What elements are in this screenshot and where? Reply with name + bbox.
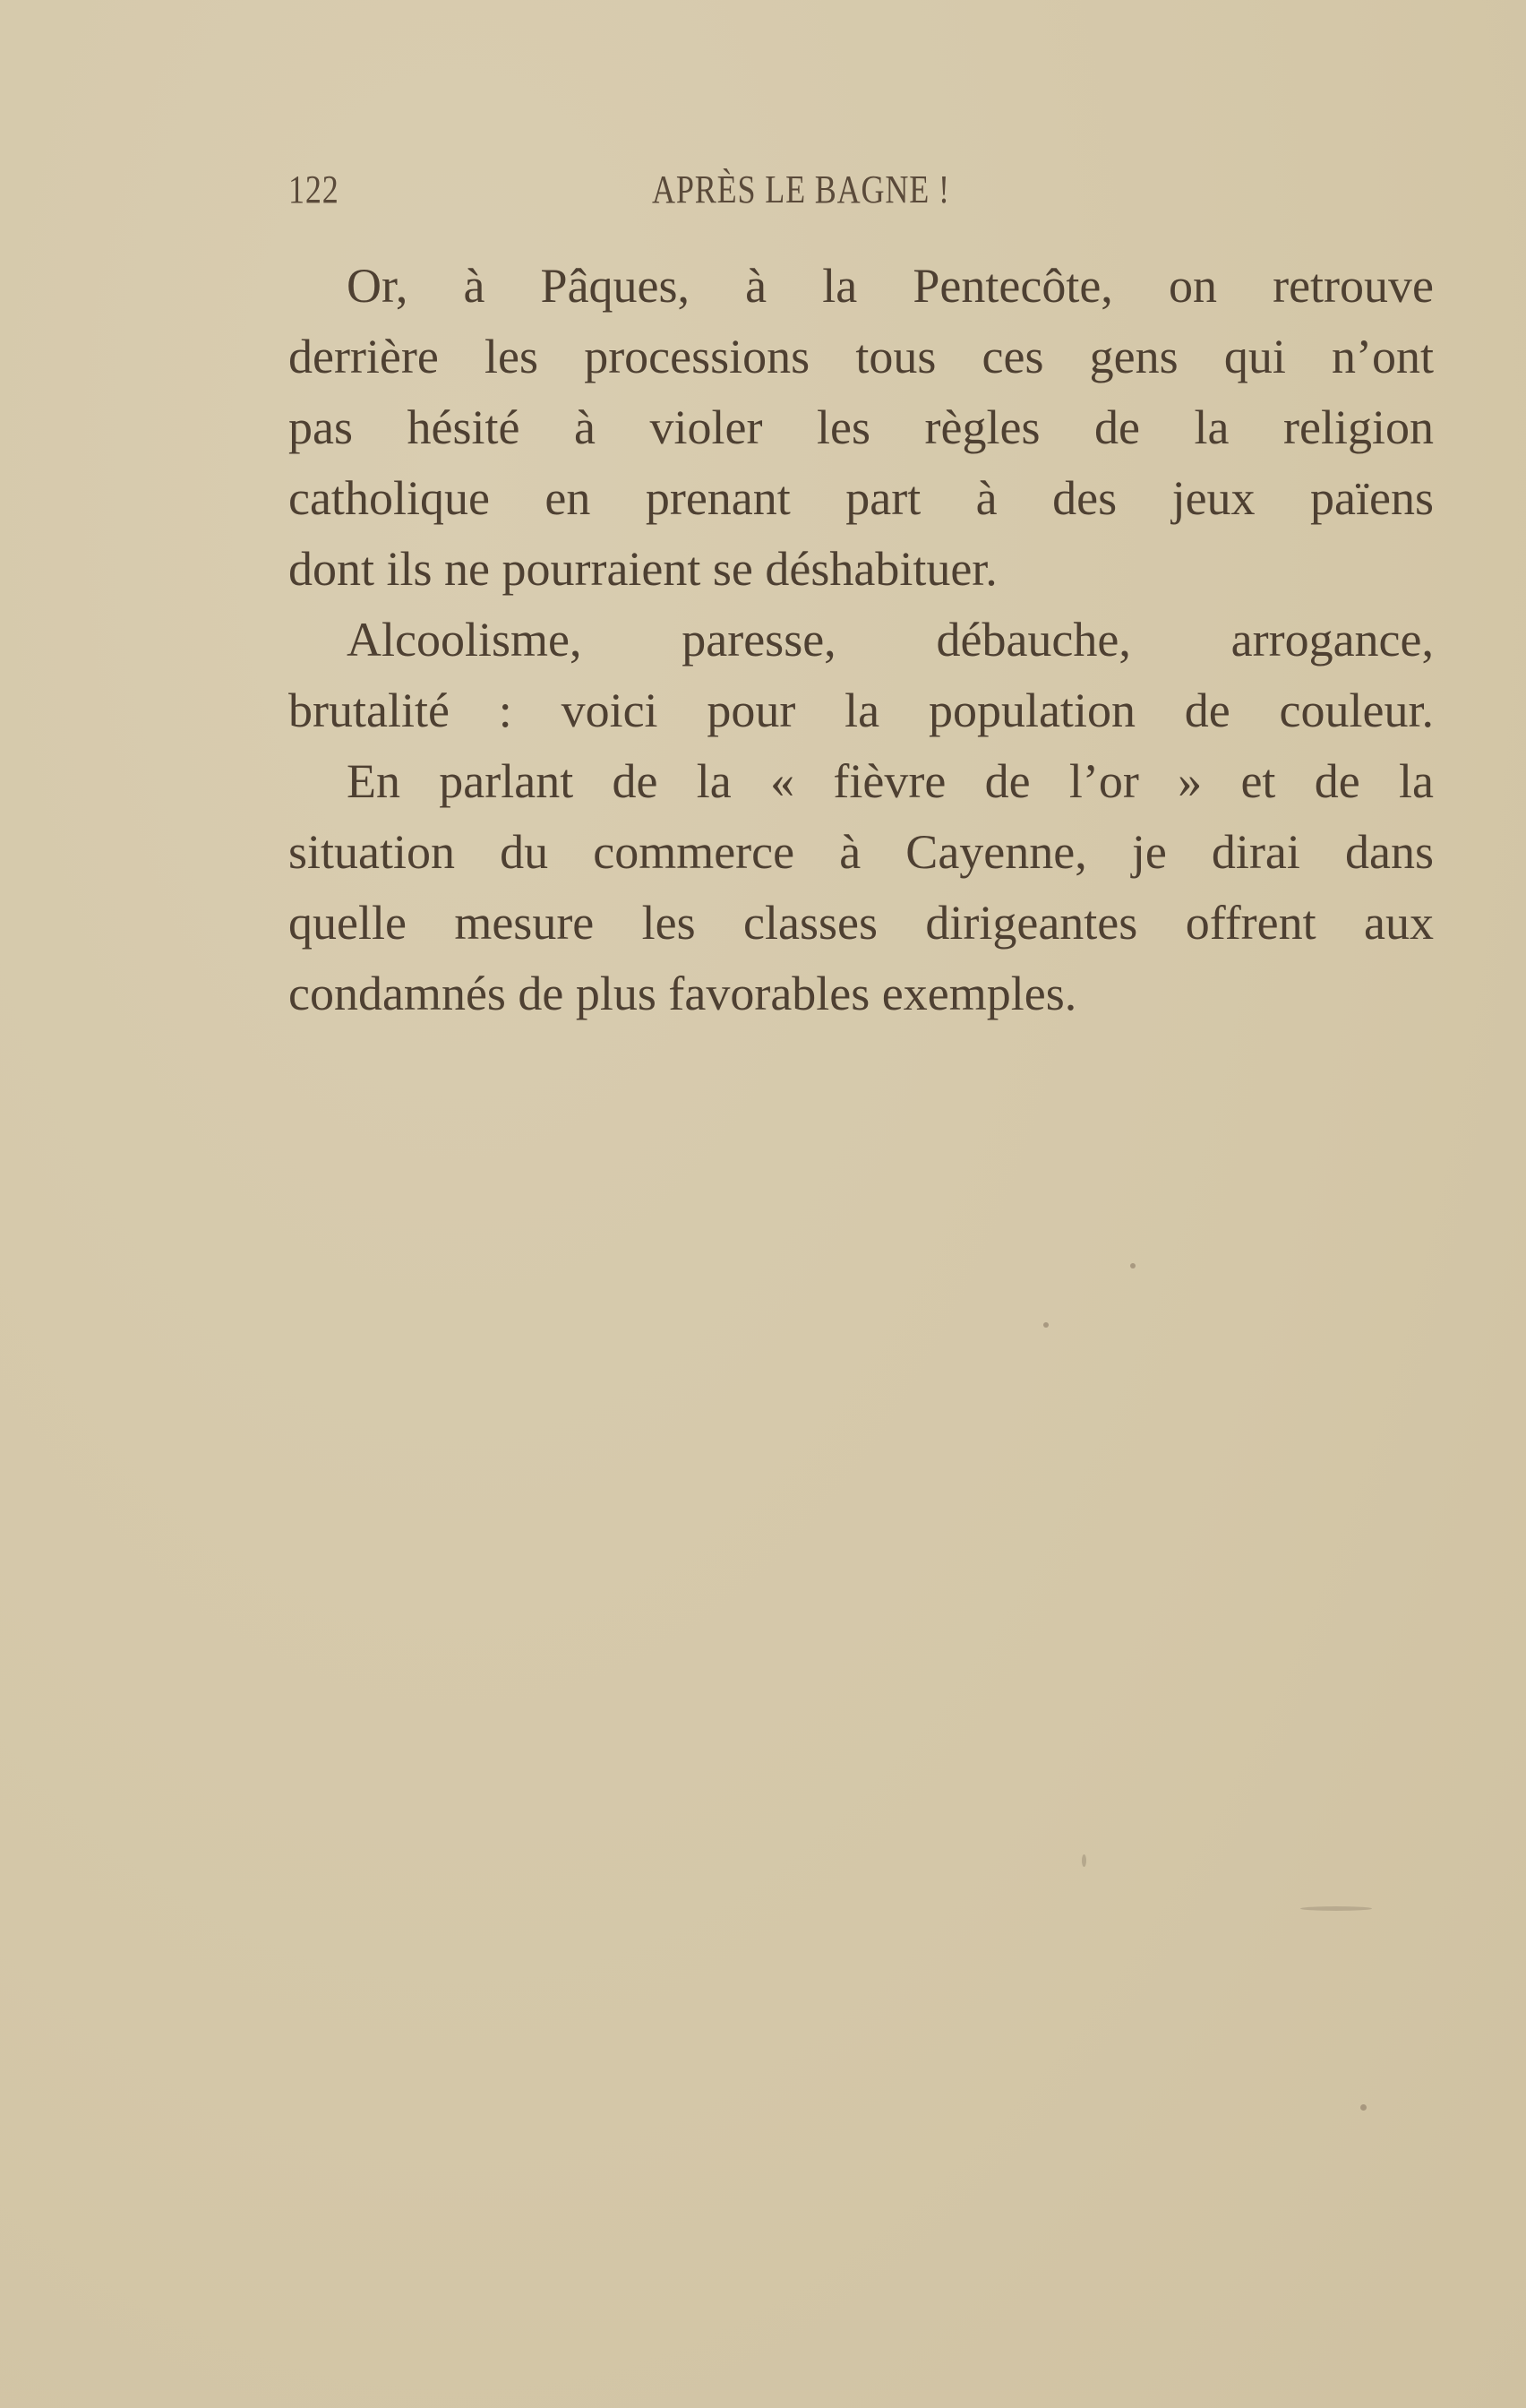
text-line: derrière les processions tous ces gens qui n’ont (288, 330, 1434, 383)
page-number: 122 (288, 168, 339, 211)
paper-speck (1360, 2104, 1367, 2111)
text-line: catholique en prenant part à des jeux païens (288, 471, 1434, 525)
text-line: dont ils ne pourraient se déshabituer. (288, 542, 998, 596)
paper-speck (1300, 1906, 1372, 1911)
text-line: En parlant de la « fièvre de l’or » et de la (347, 754, 1434, 808)
paragraph (288, 605, 1434, 746)
text-line: Or, à Pâques, à la Pentecôte, on retrouve (347, 259, 1434, 313)
paragraph (288, 746, 1434, 1029)
page-body (288, 251, 1434, 1029)
text-line: pas hésité à violer les règles de la religion (288, 400, 1434, 454)
paper-speck (1082, 1854, 1086, 1867)
text-line: Alcoolisme, paresse, débauche, arrogance, (347, 613, 1434, 666)
text-line: condamnés de plus favorables exemples. (288, 967, 1077, 1020)
text-line: brutalité : voici pour la population de couleur. (288, 684, 1434, 737)
text-line: quelle mesure les classes dirigeantes offrent aux (288, 896, 1434, 950)
running-title: APRÈS LE BAGNE ! (652, 168, 950, 211)
paper-speck (1130, 1263, 1136, 1268)
paragraph (288, 251, 1434, 605)
text-line: situation du commerce à Cayenne, je dirai dans (288, 825, 1434, 879)
paper-speck (1043, 1322, 1049, 1328)
